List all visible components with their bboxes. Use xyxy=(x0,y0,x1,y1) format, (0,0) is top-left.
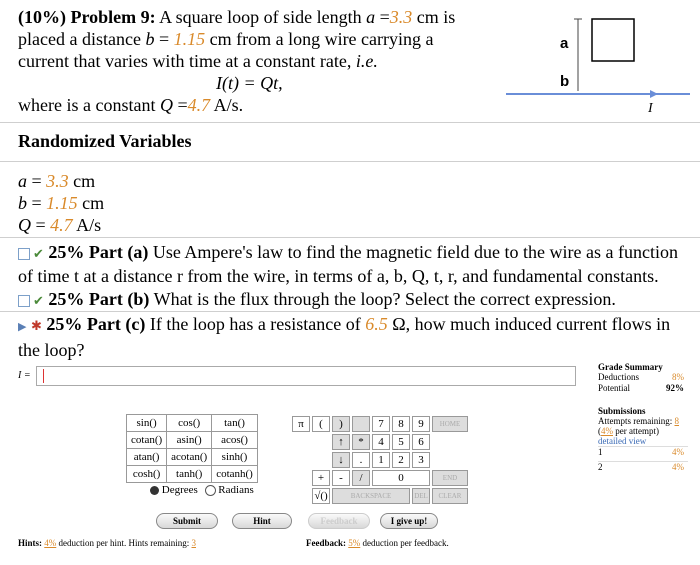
answer-input[interactable] xyxy=(36,366,576,386)
eq-q: = xyxy=(177,95,188,115)
randomized-vars xyxy=(18,170,104,236)
var-q: Q xyxy=(159,95,173,115)
rv-b-eq: = xyxy=(27,193,47,213)
clear-key[interactable]: CLEAR xyxy=(432,488,468,504)
func-key[interactable]: sin() xyxy=(127,415,167,432)
per-attempt-pct: 4% xyxy=(601,426,613,436)
end-key[interactable]: END xyxy=(432,470,468,486)
problem-line-3 xyxy=(18,50,488,72)
current-arrow-icon xyxy=(650,90,658,98)
func-key[interactable]: acos() xyxy=(212,432,258,449)
number-keypad xyxy=(292,416,492,502)
per-attempt-text: per attempt) xyxy=(615,426,659,436)
cross-icon: ✱ xyxy=(30,318,42,333)
submission-number: 1 xyxy=(598,447,603,457)
down-key[interactable]: ↓ xyxy=(332,452,350,468)
function-keypad xyxy=(126,414,258,483)
digit-key[interactable]: 7 xyxy=(372,416,390,432)
degrees-label: Degrees xyxy=(161,484,198,496)
func-key[interactable]: sinh() xyxy=(212,449,258,466)
func-row xyxy=(127,432,258,449)
value-a: 3.3 xyxy=(389,7,413,27)
func-key[interactable]: acotan() xyxy=(167,449,212,466)
diagram-label-b: b xyxy=(560,73,570,90)
hints-pct: 4% xyxy=(44,538,57,548)
lparen-key[interactable]: ( xyxy=(312,416,330,432)
dot-key[interactable]: . xyxy=(352,452,370,468)
hints-text: deduction per hint. Hints remaining: xyxy=(58,538,190,548)
rv-a xyxy=(18,170,104,192)
rparen-key[interactable]: ) xyxy=(332,416,350,432)
func-key[interactable]: cos() xyxy=(167,415,212,432)
part-c-label: 25% Part (c) xyxy=(46,314,146,334)
part-c-text: If the loop has a resistance of xyxy=(149,314,361,334)
star-key[interactable]: * xyxy=(352,434,370,450)
digit-key[interactable]: 4 xyxy=(372,434,390,450)
per-attempt-row: (4% per attempt) xyxy=(598,426,659,436)
func-key[interactable]: tan() xyxy=(212,415,258,432)
problem-line-2 xyxy=(18,28,488,50)
submission-row-2 xyxy=(598,461,688,476)
rv-b-name: b xyxy=(18,193,27,213)
attempts-value: 8 xyxy=(674,416,679,426)
rv-b xyxy=(18,192,104,214)
part-c[interactable] xyxy=(18,313,696,362)
collapsed-box-icon xyxy=(18,295,30,307)
part-c-text-unit: Ω, how much induced current flows in xyxy=(392,314,671,334)
feedback-pct: 5% xyxy=(348,538,361,548)
plus-key[interactable]: + xyxy=(312,470,330,486)
rv-q-eq: = xyxy=(31,215,51,235)
divider-1 xyxy=(0,122,700,123)
part-c-text-2: the loop? xyxy=(18,340,85,360)
unit-a: cm is xyxy=(416,7,456,27)
rv-q xyxy=(18,214,104,236)
problem-equation xyxy=(18,72,488,94)
randomized-heading: Randomized Variables xyxy=(18,131,192,151)
feedback-text: deduction per feedback. xyxy=(362,538,449,548)
var-a: a xyxy=(366,7,376,27)
feedback-label: Feedback: xyxy=(306,538,346,548)
func-row xyxy=(127,449,258,466)
blank-key xyxy=(352,416,370,432)
submit-button[interactable]: Submit xyxy=(156,513,218,529)
digit-key[interactable]: 1 xyxy=(372,452,390,468)
func-key[interactable]: tanh() xyxy=(167,466,212,483)
problem-prefix: (10%) Problem 9: xyxy=(18,7,156,27)
problem-text-5: where is a constant xyxy=(18,95,156,115)
submission-number: 2 xyxy=(598,462,603,472)
part-b[interactable] xyxy=(18,288,696,312)
attempts-row xyxy=(598,416,688,426)
sqrt-key[interactable]: √() xyxy=(312,488,330,504)
loop-wire-diagram xyxy=(500,6,695,116)
eq-a: = xyxy=(379,7,390,27)
func-row xyxy=(127,466,258,483)
divider-3 xyxy=(0,237,700,238)
angle-mode xyxy=(150,484,254,496)
rv-q-name: Q xyxy=(18,215,31,235)
backspace-key[interactable]: BACKSPACE xyxy=(332,488,410,504)
submissions-title: Submissions xyxy=(598,406,646,416)
radio-radians[interactable] xyxy=(205,485,216,496)
rv-a-name: a xyxy=(18,171,27,191)
minus-key[interactable]: - xyxy=(332,470,350,486)
square-loop xyxy=(592,19,634,61)
expand-triangle-icon: ▶ xyxy=(18,321,27,333)
digit-key[interactable]: 9 xyxy=(412,416,430,432)
part-a-label: 25% Part (a) xyxy=(48,242,149,262)
submission-row-1 xyxy=(598,446,688,461)
deductions-value: 8% xyxy=(672,372,684,382)
func-key[interactable]: atan() xyxy=(127,449,167,466)
part-a-text-2: of time t at a distance r from the wire, in terms of a, b, Q, t, r, and fundamental constants. xyxy=(18,266,659,286)
unit-q: A/s. xyxy=(213,95,244,115)
rv-a-eq: = xyxy=(27,171,47,191)
text-cursor xyxy=(43,369,44,383)
rv-b-value: 1.15 xyxy=(46,193,78,213)
hints-footer xyxy=(18,538,196,548)
check-icon: ✔ xyxy=(33,293,44,308)
detailed-view-link[interactable]: detailed view xyxy=(598,436,647,446)
rv-b-unit: cm xyxy=(77,193,105,213)
divider-4 xyxy=(0,311,700,312)
deductions-row xyxy=(598,372,688,383)
rv-q-value: 4.7 xyxy=(50,215,73,235)
func-key[interactable]: cotan() xyxy=(127,432,167,449)
part-a[interactable] xyxy=(18,241,696,288)
check-icon: ✔ xyxy=(33,246,44,261)
potential-value: 92% xyxy=(666,383,684,393)
potential-row xyxy=(598,383,688,394)
hints-label: Hints: xyxy=(18,538,43,548)
problem-text-1: A square loop of side length xyxy=(159,7,362,27)
value-q: 4.7 xyxy=(187,95,211,115)
radians-label: Radians xyxy=(218,484,254,496)
collapsed-box-icon xyxy=(18,248,30,260)
func-row xyxy=(127,415,258,432)
rv-a-unit: cm xyxy=(68,171,96,191)
digit-key[interactable]: 6 xyxy=(412,434,430,450)
func-key[interactable]: asin() xyxy=(167,432,212,449)
submission-deduction: 4% xyxy=(672,447,684,457)
part-a-text: Use Ampere's law to find the magnetic field due to the wire as a function xyxy=(152,242,678,262)
diagram-label-a: a xyxy=(560,35,569,52)
value-b: 1.15 xyxy=(173,29,206,49)
slash-key[interactable]: / xyxy=(352,470,370,486)
digit-key[interactable]: 2 xyxy=(392,452,410,468)
equation-text: I(t) = Qt, xyxy=(216,73,283,93)
rv-q-unit: A/s xyxy=(72,215,102,235)
give-up-button[interactable]: I give up! xyxy=(380,513,438,529)
attempts-label: Attempts remaining: xyxy=(598,416,673,426)
part-b-label: 25% Part (b) xyxy=(48,289,150,309)
deductions-label: Deductions xyxy=(598,372,639,382)
hints-remaining: 3 xyxy=(191,538,196,548)
problem-text-2b: cm from a long wire carrying a xyxy=(209,29,434,49)
home-key[interactable]: HOME xyxy=(432,416,468,432)
eq-b: = xyxy=(158,29,170,49)
up-key[interactable]: ↑ xyxy=(332,434,350,450)
problem-line-5 xyxy=(18,94,488,116)
problem-statement xyxy=(18,6,488,116)
submission-deduction: 4% xyxy=(672,462,684,472)
problem-text-3: current that varies with time at a constant rate, xyxy=(18,51,352,71)
diagram-label-I: I xyxy=(648,101,653,116)
pi-key[interactable]: π xyxy=(292,416,310,432)
digit-key[interactable]: 3 xyxy=(412,452,430,468)
radio-degrees[interactable] xyxy=(150,486,159,495)
zero-key[interactable]: 0 xyxy=(372,470,430,486)
feedback-button[interactable]: Feedback xyxy=(308,513,370,529)
digit-key[interactable]: 8 xyxy=(392,416,410,432)
digit-key[interactable]: 5 xyxy=(392,434,410,450)
var-b: b xyxy=(145,29,155,49)
feedback-footer xyxy=(306,538,449,548)
grade-summary xyxy=(598,362,688,476)
problem-text-2a: placed a distance xyxy=(18,29,141,49)
problem-ie: i.e. xyxy=(355,51,378,71)
hint-button[interactable]: Hint xyxy=(232,513,292,529)
part-c-resistance: 6.5 xyxy=(365,314,388,334)
divider-2 xyxy=(0,161,700,162)
answer-label: I = xyxy=(18,370,31,381)
part-b-text: What is the flux through the loop? Select the correct expression. xyxy=(153,289,616,309)
del-key[interactable]: DEL xyxy=(412,488,430,504)
rv-a-value: 3.3 xyxy=(46,171,69,191)
grade-title: Grade Summary xyxy=(598,362,663,372)
problem-line-1 xyxy=(18,6,488,28)
func-key[interactable]: cosh() xyxy=(127,466,167,483)
func-key[interactable]: cotanh() xyxy=(212,466,258,483)
potential-label: Potential xyxy=(598,383,630,393)
